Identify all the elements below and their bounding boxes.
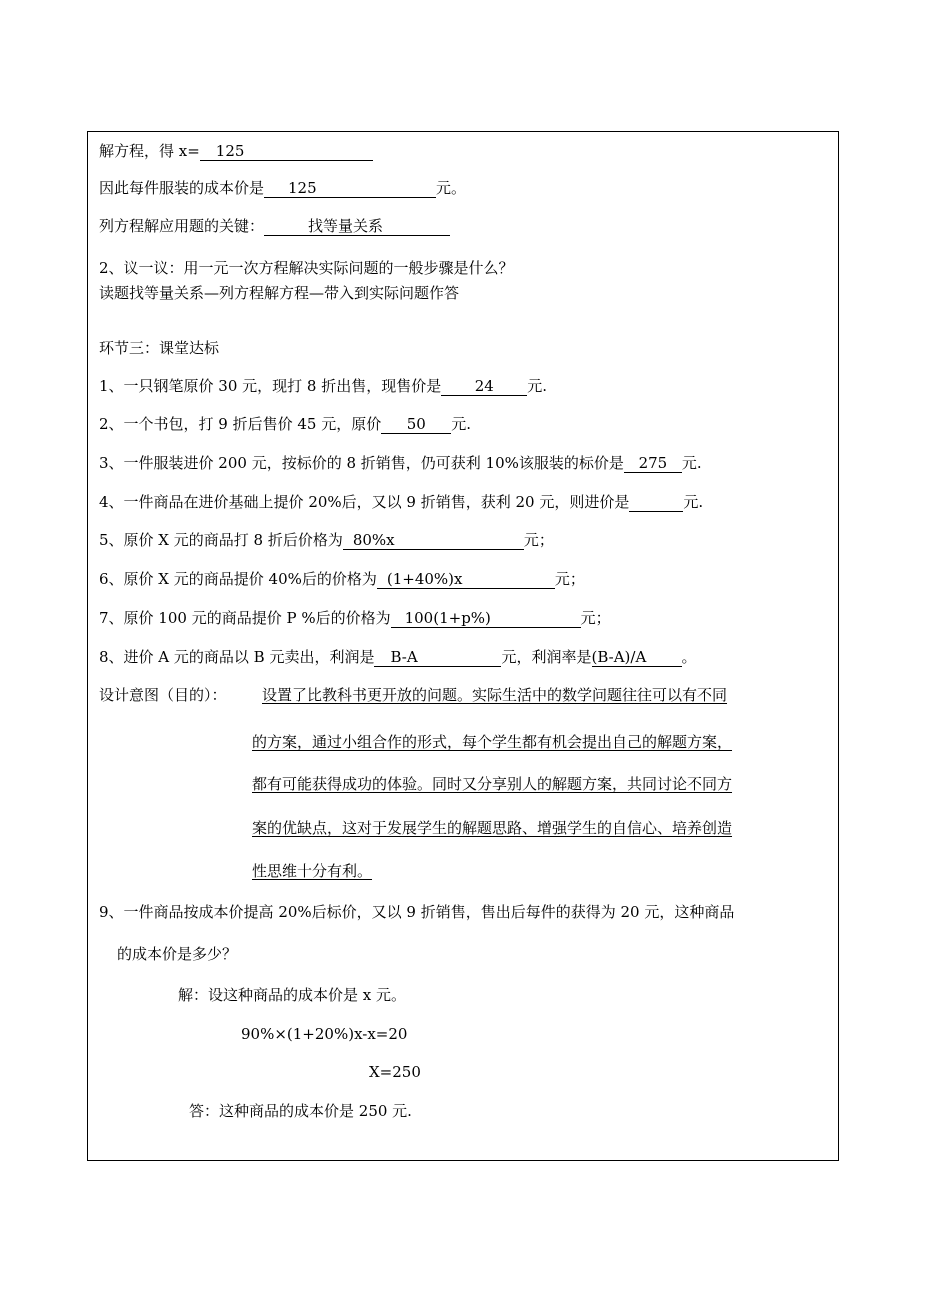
design-intent-line: 的方案，通过小组合作的形式，每个学生都有机会提出自己的解题方案， [252, 733, 733, 751]
q2-suffix: 元. [451, 415, 472, 433]
q7-blank [391, 609, 581, 628]
q3-suffix: 元. [681, 454, 702, 472]
q5-suffix: 元； [523, 531, 554, 549]
cost-answer: 125 [288, 179, 317, 197]
q8-suffix: 。 [681, 648, 697, 666]
question-4 [99, 492, 703, 512]
q1-suffix: 元. [527, 377, 548, 395]
q8-rate-answer: (B-A)/A [591, 648, 647, 666]
cost-suffix: 元。 [436, 179, 467, 197]
q1-answer: 24 [474, 377, 494, 395]
q5-answer: 80%x [352, 531, 395, 549]
q7-answer: 100(1+p%) [404, 609, 491, 627]
q1-blank [441, 377, 527, 396]
q4-prefix: 4、一件商品在进价基础上提价 20%后，又以 9 折销售，获利 20 元，则进价是 [99, 493, 630, 511]
question-1 [99, 376, 547, 396]
solve-answer: 125 [215, 142, 245, 160]
question-5 [99, 530, 554, 550]
cost-answer-blank [264, 179, 436, 198]
q2-blank [381, 415, 451, 434]
design-intent-line: 性思维十分有利。 [252, 862, 373, 880]
q6-prefix: 6、原价 X 元的商品提价 40%后的价格为 [99, 570, 377, 588]
q2-answer: 50 [406, 415, 426, 433]
question-3 [99, 453, 702, 473]
q6-suffix: 元； [554, 570, 585, 588]
key-answer: 找等量关系 [308, 217, 384, 235]
key-line [99, 216, 450, 236]
q7-prefix: 7、原价 100 元的商品提价 P %后的价格为 [99, 609, 391, 627]
question-9: 9、一件商品按成本价提高 20%后标价，又以 9 折销售，售出后每件的获得为 20 元，这种商品 [99, 903, 735, 921]
q5-prefix: 5、原价 X 元的商品打 8 折后价格为 [99, 531, 343, 549]
q8-profit-answer: B-A [390, 648, 418, 666]
cost-prefix: 因此每件服装的成本价是 [99, 179, 265, 197]
key-prefix: 列方程解应用题的关键： [99, 217, 265, 235]
q4-suffix: 元. [683, 493, 704, 511]
key-answer-blank [264, 217, 450, 236]
q7-suffix: 元； [580, 609, 611, 627]
q8-blank-profit [374, 648, 501, 667]
question-2 [99, 414, 471, 434]
q3-prefix: 3、一件服装进价 200 元，按标价的 8 折销售，仍可获利 10%该服装的标价是 [99, 454, 624, 472]
question-9-cont: 的成本价是多少？ [117, 945, 238, 963]
question-6 [99, 569, 585, 589]
solve-line [99, 141, 373, 161]
design-intent-line: 案的优缺点，这对于发展学生的解题思路、增强学生的自信心、培养创造 [252, 819, 733, 837]
solution-answer: 答：这种商品的成本价是 250 元. [189, 1102, 412, 1120]
discuss-question: 2、议一议：用一元一次方程解决实际问题的一般步骤是什么？ [99, 259, 514, 277]
design-intent-line: 都有可能获得成功的体验。同时又分享别人的解题方案，共同讨论不同方 [252, 775, 733, 793]
cost-line [99, 178, 466, 198]
q4-blank [629, 493, 683, 512]
q3-blank [624, 454, 682, 473]
section-title: 环节三：课堂达标 [99, 339, 220, 357]
solution-setup: 解：设这种商品的成本价是 x 元。 [178, 986, 406, 1004]
q5-blank [343, 531, 524, 550]
question-8 [99, 647, 697, 667]
q6-blank [377, 570, 555, 589]
design-intent-line: 设置了比教科书更开放的问题。实际生活中的数学问题往往可以有不同 [262, 686, 728, 704]
q8-blank-rate [592, 648, 682, 667]
solve-prefix: 解方程，得 x= [99, 142, 200, 160]
solve-answer-blank [200, 142, 373, 161]
q2-prefix: 2、一个书包，打 9 折后售价 45 元，原价 [99, 415, 382, 433]
q6-answer: (1+40%)x [386, 570, 463, 588]
q3-answer: 275 [638, 454, 668, 472]
solution-equation: 90%×(1+20%)x-x=20 [241, 1025, 408, 1043]
solution-result: X=250 [369, 1063, 421, 1081]
q1-prefix: 1、一只钢笔原价 30 元，现打 8 折出售，现售价是 [99, 377, 442, 395]
q8-prefix: 8、进价 A 元的商品以 B 元卖出，利润是 [99, 648, 375, 666]
design-intent-label: 设计意图（目的）： [99, 686, 227, 704]
discuss-answer: 读题找等量关系—列方程解方程—带入到实际问题作答 [99, 284, 460, 302]
q8-mid: 元，利润率是 [501, 648, 592, 666]
question-7 [99, 608, 611, 628]
